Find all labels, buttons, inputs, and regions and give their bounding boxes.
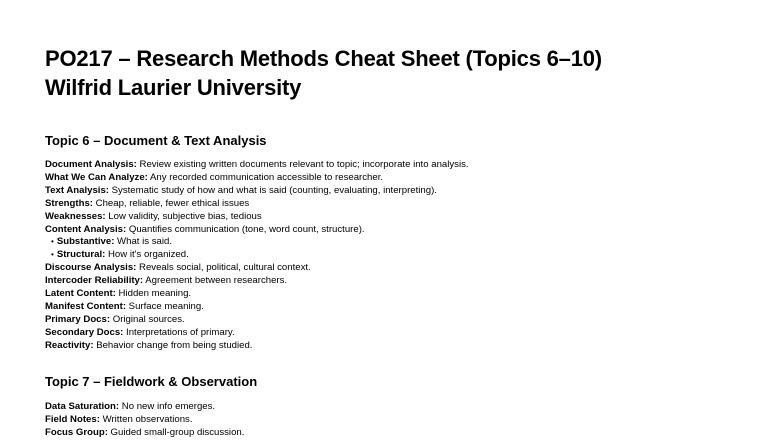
item-term: Manifest Content:	[45, 300, 127, 312]
title-line-university: Wilfrid Laurier University	[45, 75, 302, 100]
item-description: Agreement between researchers.	[143, 275, 288, 287]
list-item	[45, 198, 745, 211]
item-term: Focus Group:	[45, 426, 108, 438]
list-item	[45, 314, 745, 327]
item-term: Discourse Analysis:	[45, 262, 137, 274]
list-item	[45, 427, 745, 440]
list-item	[45, 301, 745, 314]
item-description: Guided small-group discussion.	[107, 426, 245, 438]
item-description: Systematic study of how and what is said (counting, evaluating, interpreting).	[108, 184, 437, 196]
section-items-topic-7	[45, 401, 745, 440]
section-heading-topic-6: Topic 6 – Document & Text Analysis	[45, 133, 267, 148]
item-term: Intercoder Reliability:	[45, 275, 144, 287]
section-heading-topic-7: Topic 7 – Fieldwork & Observation	[45, 374, 258, 389]
item-term: Substantive:	[56, 236, 115, 248]
item-description: Interpretations of primary.	[123, 326, 235, 338]
item-description: How it's organized.	[105, 249, 189, 261]
item-term: Strengths:	[45, 197, 93, 209]
item-description: Written observations.	[99, 413, 193, 425]
list-item	[45, 185, 745, 198]
list-item	[45, 401, 745, 414]
item-term: What We Can Analyze:	[45, 171, 148, 183]
item-description: Behavior change from being studied.	[93, 339, 253, 351]
list-item	[45, 414, 745, 427]
list-item	[45, 275, 745, 288]
item-description: Original sources.	[110, 313, 185, 325]
list-item	[45, 262, 745, 275]
item-term: Secondary Docs:	[45, 326, 124, 338]
list-item	[45, 340, 745, 353]
document-title	[45, 44, 602, 102]
item-description: Quantifies communication (tone, word count, structure).	[126, 223, 365, 235]
item-description: Surface meaning.	[126, 300, 204, 312]
item-description: Review existing written documents relevant to topic; incorporate into analysis.	[136, 159, 469, 170]
item-description: What is said.	[114, 236, 172, 248]
item-term: Document Analysis:	[45, 159, 137, 170]
list-item	[45, 159, 745, 172]
list-item	[45, 224, 745, 237]
list-item	[45, 211, 745, 224]
list-item	[45, 288, 745, 301]
item-term: Field Notes:	[45, 413, 100, 425]
item-term: Reactivity:	[45, 339, 94, 351]
item-description: Cheap, reliable, fewer ethical issues	[92, 197, 250, 209]
item-description: Hidden meaning.	[115, 288, 192, 300]
item-term: Text Analysis:	[45, 184, 109, 196]
item-term: Latent Content:	[45, 288, 116, 300]
item-term: Content Analysis:	[45, 223, 127, 235]
bullet-icon: •	[51, 237, 54, 247]
item-description: Any recorded communication accessible to researcher.	[147, 171, 384, 183]
item-term: Data Saturation:	[45, 401, 120, 412]
sub-list-item	[45, 249, 745, 262]
item-term: Weaknesses:	[45, 210, 106, 222]
item-description: Low validity, subjective bias, tedious	[105, 210, 262, 222]
sub-list-item	[45, 236, 745, 249]
item-term: Structural:	[56, 249, 106, 261]
title-line-course: PO217 – Research Methods Cheat Sheet (Topics 6–10)	[45, 46, 602, 71]
bullet-icon: •	[51, 250, 54, 260]
list-item	[45, 172, 745, 185]
list-item	[45, 327, 745, 340]
item-description: No new info emerges.	[119, 401, 216, 412]
item-term: Primary Docs:	[45, 313, 111, 325]
item-description: Reveals social, political, cultural context.	[136, 262, 311, 274]
section-items-topic-6	[45, 159, 745, 353]
